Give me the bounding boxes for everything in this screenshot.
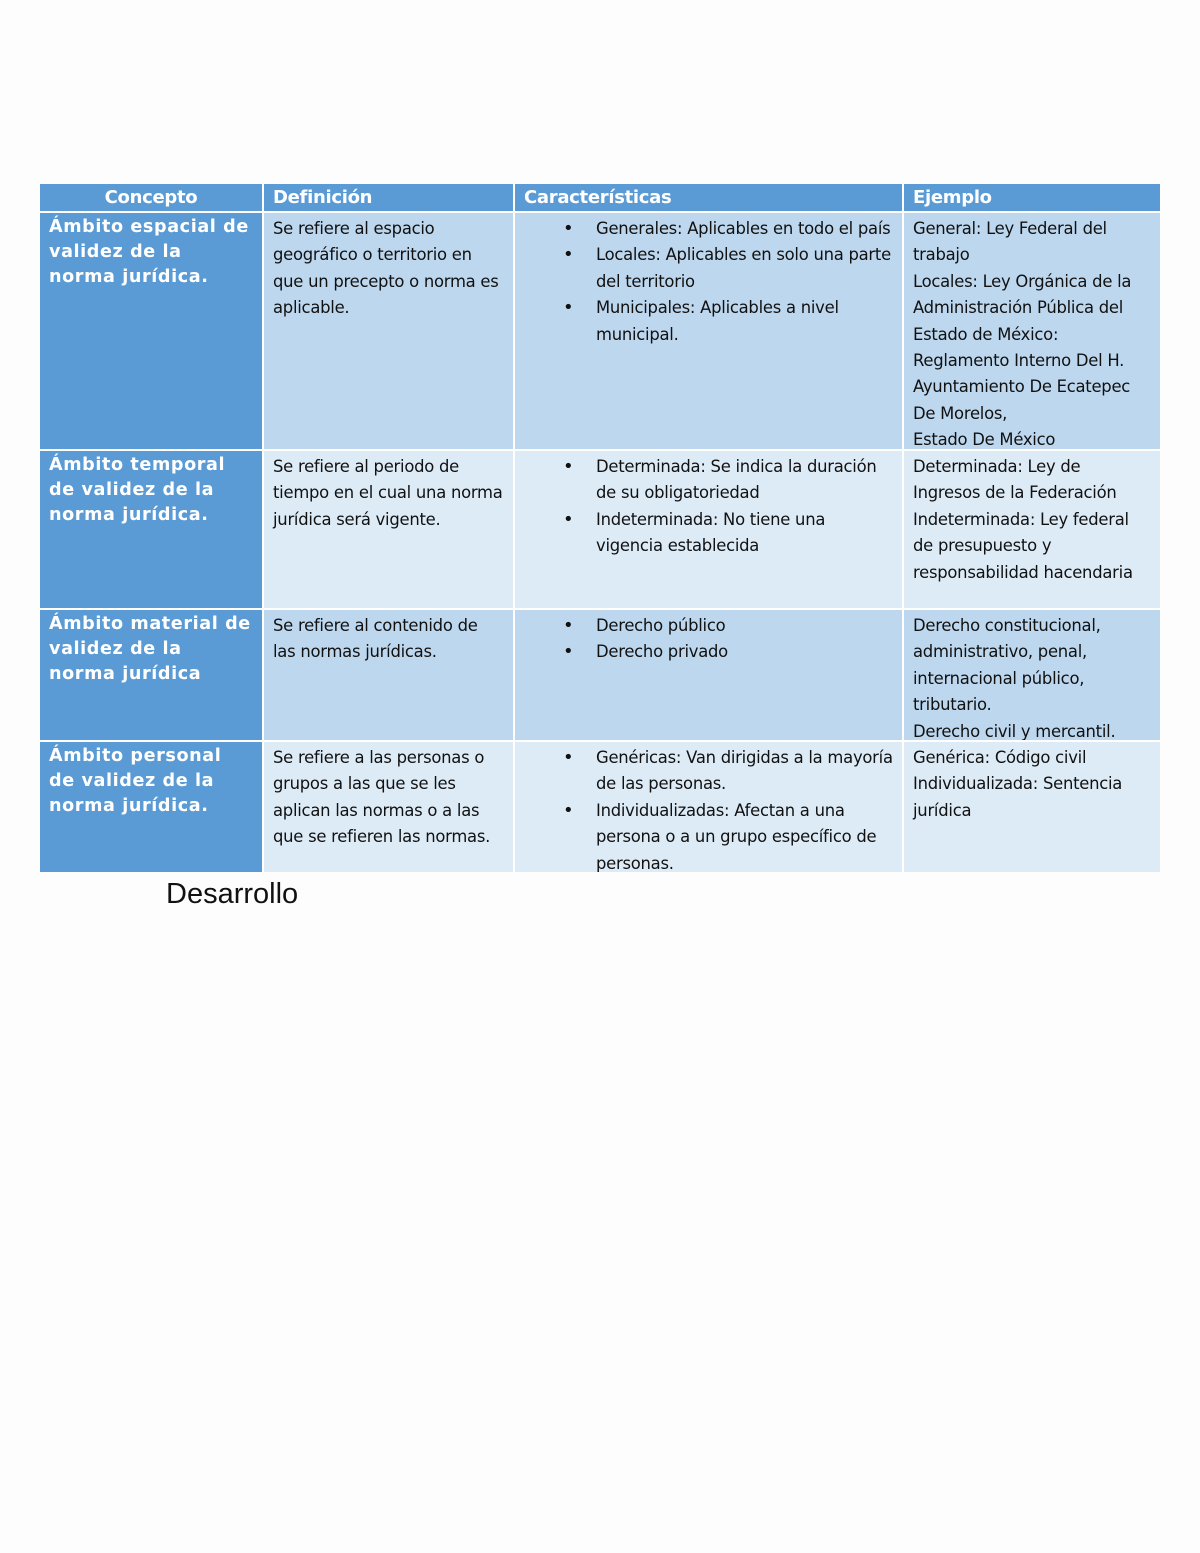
feature-item: • Individualizadas: Afectan a una persona o a un grupo específico de personas. [596,798,893,872]
example-line: General: Ley Federal del trabajo [913,219,1107,265]
example-line: Derecho civil y mercantil. [913,721,1116,740]
feature-item: • Locales: Aplicables en solo una parte del territorio [596,242,893,295]
section-title-desarrollo: Desarrollo [166,878,299,910]
row-example-material [904,610,1160,740]
row-features-personal [515,742,902,872]
header-ejemplo: Ejemplo [904,184,1160,211]
header-concepto: Concepto [40,184,262,211]
feature-item: • Genéricas: Van dirigidas a la mayoría de las personas. [596,745,893,798]
row-definition-personal: Se refiere a las personas o grupos a las que se les aplican las normas o a las que se refieren las normas. [264,742,513,872]
row-features-espacial [515,213,902,449]
row-features-material [515,610,902,740]
example-line: Derecho constitucional, administrativo, penal, internacional público, tributario. [913,616,1101,715]
row-definition-temporal: Se refiere al periodo de tiempo en el cual una norma jurídica será vigente. [264,451,513,608]
row-example-personal [904,742,1160,872]
feature-item: • Indeterminada: No tiene una vigencia establecida [596,507,893,560]
row-definition-espacial: Se refiere al espacio geográfico o territorio en que un precepto o norma es aplicable. [264,213,513,449]
example-line: Determinada: Ley de Ingresos de la Federación [913,457,1117,503]
header-definicion: Definición [264,184,513,211]
example-line: Locales: Ley Orgánica de la Administración Pública del Estado de México: [913,271,1132,344]
row-concept-personal: Ámbito personal de validez de la norma jurídica. [40,742,262,872]
row-example-temporal [904,451,1160,608]
row-features-temporal [515,451,902,608]
example-line: Individualizada: Sentencia jurídica [913,774,1123,820]
feature-item: • Municipales: Aplicables a nivel municipal. [596,295,893,348]
row-concept-espacial: Ámbito espacial de validez de la norma jurídica. [40,213,262,449]
row-concept-material: Ámbito material de validez de la norma jurídica [40,610,262,740]
feature-item: • Determinada: Se indica la duración de su obligatoriedad [596,454,893,507]
example-line: Indeterminada: Ley federal de presupuesto y responsabilidad hacendaria [913,509,1133,582]
feature-item: • Derecho público [596,613,893,639]
header-caracteristicas: Características [515,184,902,211]
example-line: Genérica: Código civil [913,748,1087,767]
row-concept-temporal: Ámbito temporal de validez de la norma jurídica. [40,451,262,608]
feature-item: • Derecho privado [596,639,893,665]
example-line: Estado De México [913,430,1056,449]
concepts-table [40,184,1160,872]
example-line: Reglamento Interno Del H. Ayuntamiento De Ecatepec De Morelos, [913,351,1131,423]
feature-item: • Generales: Aplicables en todo el país [596,216,893,242]
row-definition-material: Se refiere al contenido de las normas jurídicas. [264,610,513,740]
row-example-espacial [904,213,1160,449]
